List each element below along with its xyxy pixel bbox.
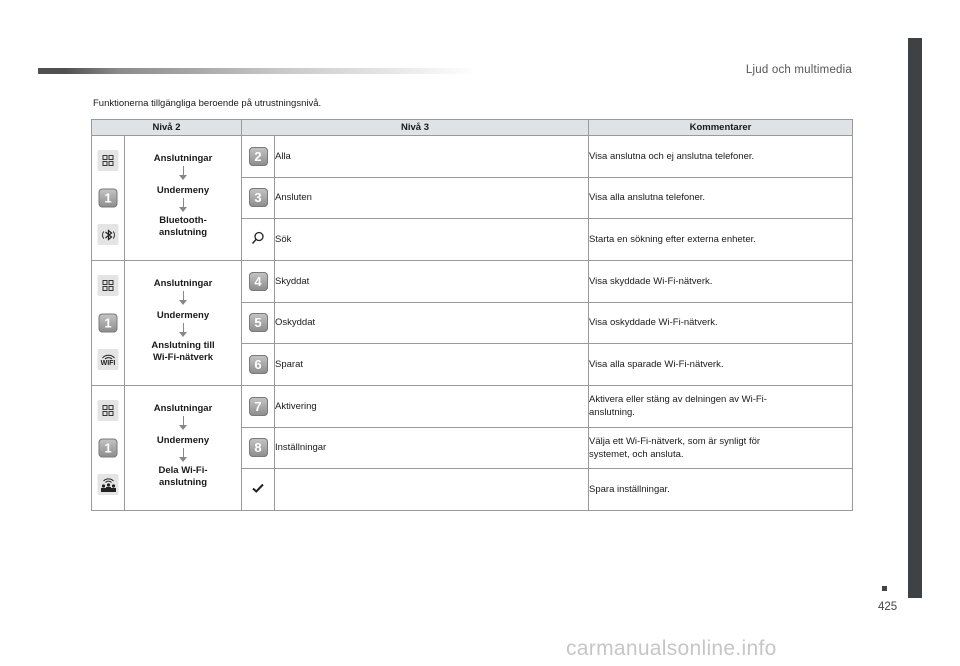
level2-flow-cell bbox=[125, 261, 242, 386]
level3-icon-cell bbox=[242, 136, 275, 178]
comment-text: Visa alla sparade Wi-Fi-nätverk. bbox=[589, 359, 724, 371]
down-arrow-icon bbox=[179, 323, 187, 337]
step-badge: 2 bbox=[249, 147, 268, 166]
level3-label: Sparat bbox=[275, 344, 589, 386]
column-header-niva2: Nivå 2 bbox=[92, 120, 242, 136]
comment-cell bbox=[589, 219, 853, 261]
down-arrow-icon bbox=[179, 198, 187, 212]
function-table bbox=[91, 119, 853, 511]
wifi-label: WIFI bbox=[100, 360, 116, 367]
down-arrow-icon bbox=[179, 448, 187, 462]
comment-text: Spara inställningar. bbox=[589, 484, 670, 496]
down-arrow-icon bbox=[179, 291, 187, 305]
level3-icon-cell bbox=[242, 386, 275, 428]
comment-cell bbox=[589, 427, 853, 469]
watermark: carmanualsonline.info bbox=[566, 637, 777, 660]
comment-cell bbox=[589, 386, 853, 428]
level3-label: Sök bbox=[275, 219, 589, 261]
level3-label: Oskyddat bbox=[275, 302, 589, 344]
menu-flow bbox=[125, 136, 241, 260]
level3-icon-cell bbox=[242, 344, 275, 386]
checkmark-icon bbox=[252, 485, 264, 496]
level3-icon-cell bbox=[242, 177, 275, 219]
level3-icon-cell bbox=[242, 427, 275, 469]
comment-text: Visa alla anslutna telefoner. bbox=[589, 192, 706, 204]
level3-icon-cell bbox=[242, 219, 275, 261]
grid-icon bbox=[98, 275, 119, 296]
icon-stack bbox=[92, 261, 124, 385]
level3-icon-cell bbox=[242, 469, 275, 511]
menu-flow bbox=[125, 386, 241, 510]
grid-icon bbox=[98, 400, 119, 421]
level2-flow-cell bbox=[125, 136, 242, 261]
flow-label: Dela Wi-Fi- anslutning bbox=[158, 465, 208, 488]
step-badge: 6 bbox=[249, 355, 268, 374]
section-title: Ljud och multimedia bbox=[745, 64, 852, 76]
comment-cell bbox=[589, 261, 853, 303]
table-row bbox=[92, 386, 853, 428]
step-badge: 8 bbox=[249, 438, 268, 457]
search-icon bbox=[250, 238, 266, 249]
level3-icon-cell bbox=[242, 261, 275, 303]
level3-label: Alla bbox=[275, 136, 589, 178]
level3-label: Inställningar bbox=[275, 427, 589, 469]
right-edge-bar bbox=[908, 38, 922, 598]
menu-flow bbox=[125, 261, 241, 385]
page-number: 425 bbox=[878, 601, 898, 613]
share-users-icon bbox=[98, 474, 119, 495]
table-row bbox=[92, 136, 853, 178]
flow-label: Undermeny bbox=[156, 185, 210, 196]
step-badge: 5 bbox=[249, 313, 268, 332]
comment-text: Starta en sökning efter externa enheter. bbox=[589, 234, 756, 246]
column-header-kommentarer: Kommentarer bbox=[589, 120, 853, 136]
flow-label: Anslutning till Wi-Fi-nätverk bbox=[151, 340, 215, 363]
icon-stack bbox=[92, 386, 124, 510]
level3-label: Aktivering bbox=[275, 386, 589, 428]
flow-label: Anslutningar bbox=[153, 278, 213, 289]
comment-text: Visa skyddade Wi-Fi-nätverk. bbox=[589, 275, 713, 287]
flow-label: Undermeny bbox=[156, 435, 210, 446]
step-badge: 4 bbox=[249, 272, 268, 291]
level2-flow-cell bbox=[125, 386, 242, 511]
level2-icon-cell bbox=[92, 386, 125, 511]
table-row bbox=[92, 261, 853, 303]
comment-cell bbox=[589, 136, 853, 178]
flow-label: Undermeny bbox=[156, 310, 210, 321]
down-arrow-icon bbox=[179, 166, 187, 180]
step-badge: 1 bbox=[99, 189, 118, 208]
level2-icon-cell bbox=[92, 261, 125, 386]
step-badge: 1 bbox=[99, 314, 118, 333]
wifi-icon bbox=[98, 349, 119, 370]
column-header-niva3: Nivå 3 bbox=[242, 120, 589, 136]
level3-icon-cell bbox=[242, 302, 275, 344]
level3-label: Skyddat bbox=[275, 261, 589, 303]
grid-icon bbox=[98, 150, 119, 171]
flow-label: Anslutningar bbox=[153, 403, 213, 414]
flow-label: Bluetooth- anslutning bbox=[158, 215, 208, 238]
level3-label: Ansluten bbox=[275, 177, 589, 219]
comment-cell bbox=[589, 344, 853, 386]
icon-stack bbox=[92, 136, 124, 260]
flow-label: Anslutningar bbox=[153, 153, 213, 164]
comment-cell bbox=[589, 302, 853, 344]
level3-label bbox=[275, 469, 589, 511]
comment-text: Välja ett Wi-Fi-nätverk, som är synligt för systemet, och ansluta. bbox=[589, 435, 761, 460]
step-badge: 3 bbox=[249, 188, 268, 207]
intro-text: Funktionerna tillgängliga beroende på utrustningsnivå. bbox=[93, 98, 322, 109]
comment-cell bbox=[589, 469, 853, 511]
down-arrow-icon bbox=[179, 416, 187, 430]
step-badge: 1 bbox=[99, 439, 118, 458]
table-header-row bbox=[92, 120, 853, 136]
comment-text: Visa oskyddade Wi-Fi-nätverk. bbox=[589, 317, 718, 329]
bluetooth-icon bbox=[98, 224, 119, 245]
comment-text: Visa anslutna och ej anslutna telefoner. bbox=[589, 150, 755, 162]
level2-icon-cell bbox=[92, 136, 125, 261]
header-gradient-bar bbox=[38, 68, 478, 74]
page-marker bbox=[882, 586, 887, 591]
comment-text: Aktivera eller stäng av delningen av Wi-Fi- anslutning. bbox=[589, 394, 767, 419]
comment-cell bbox=[589, 177, 853, 219]
step-badge: 7 bbox=[249, 397, 268, 416]
